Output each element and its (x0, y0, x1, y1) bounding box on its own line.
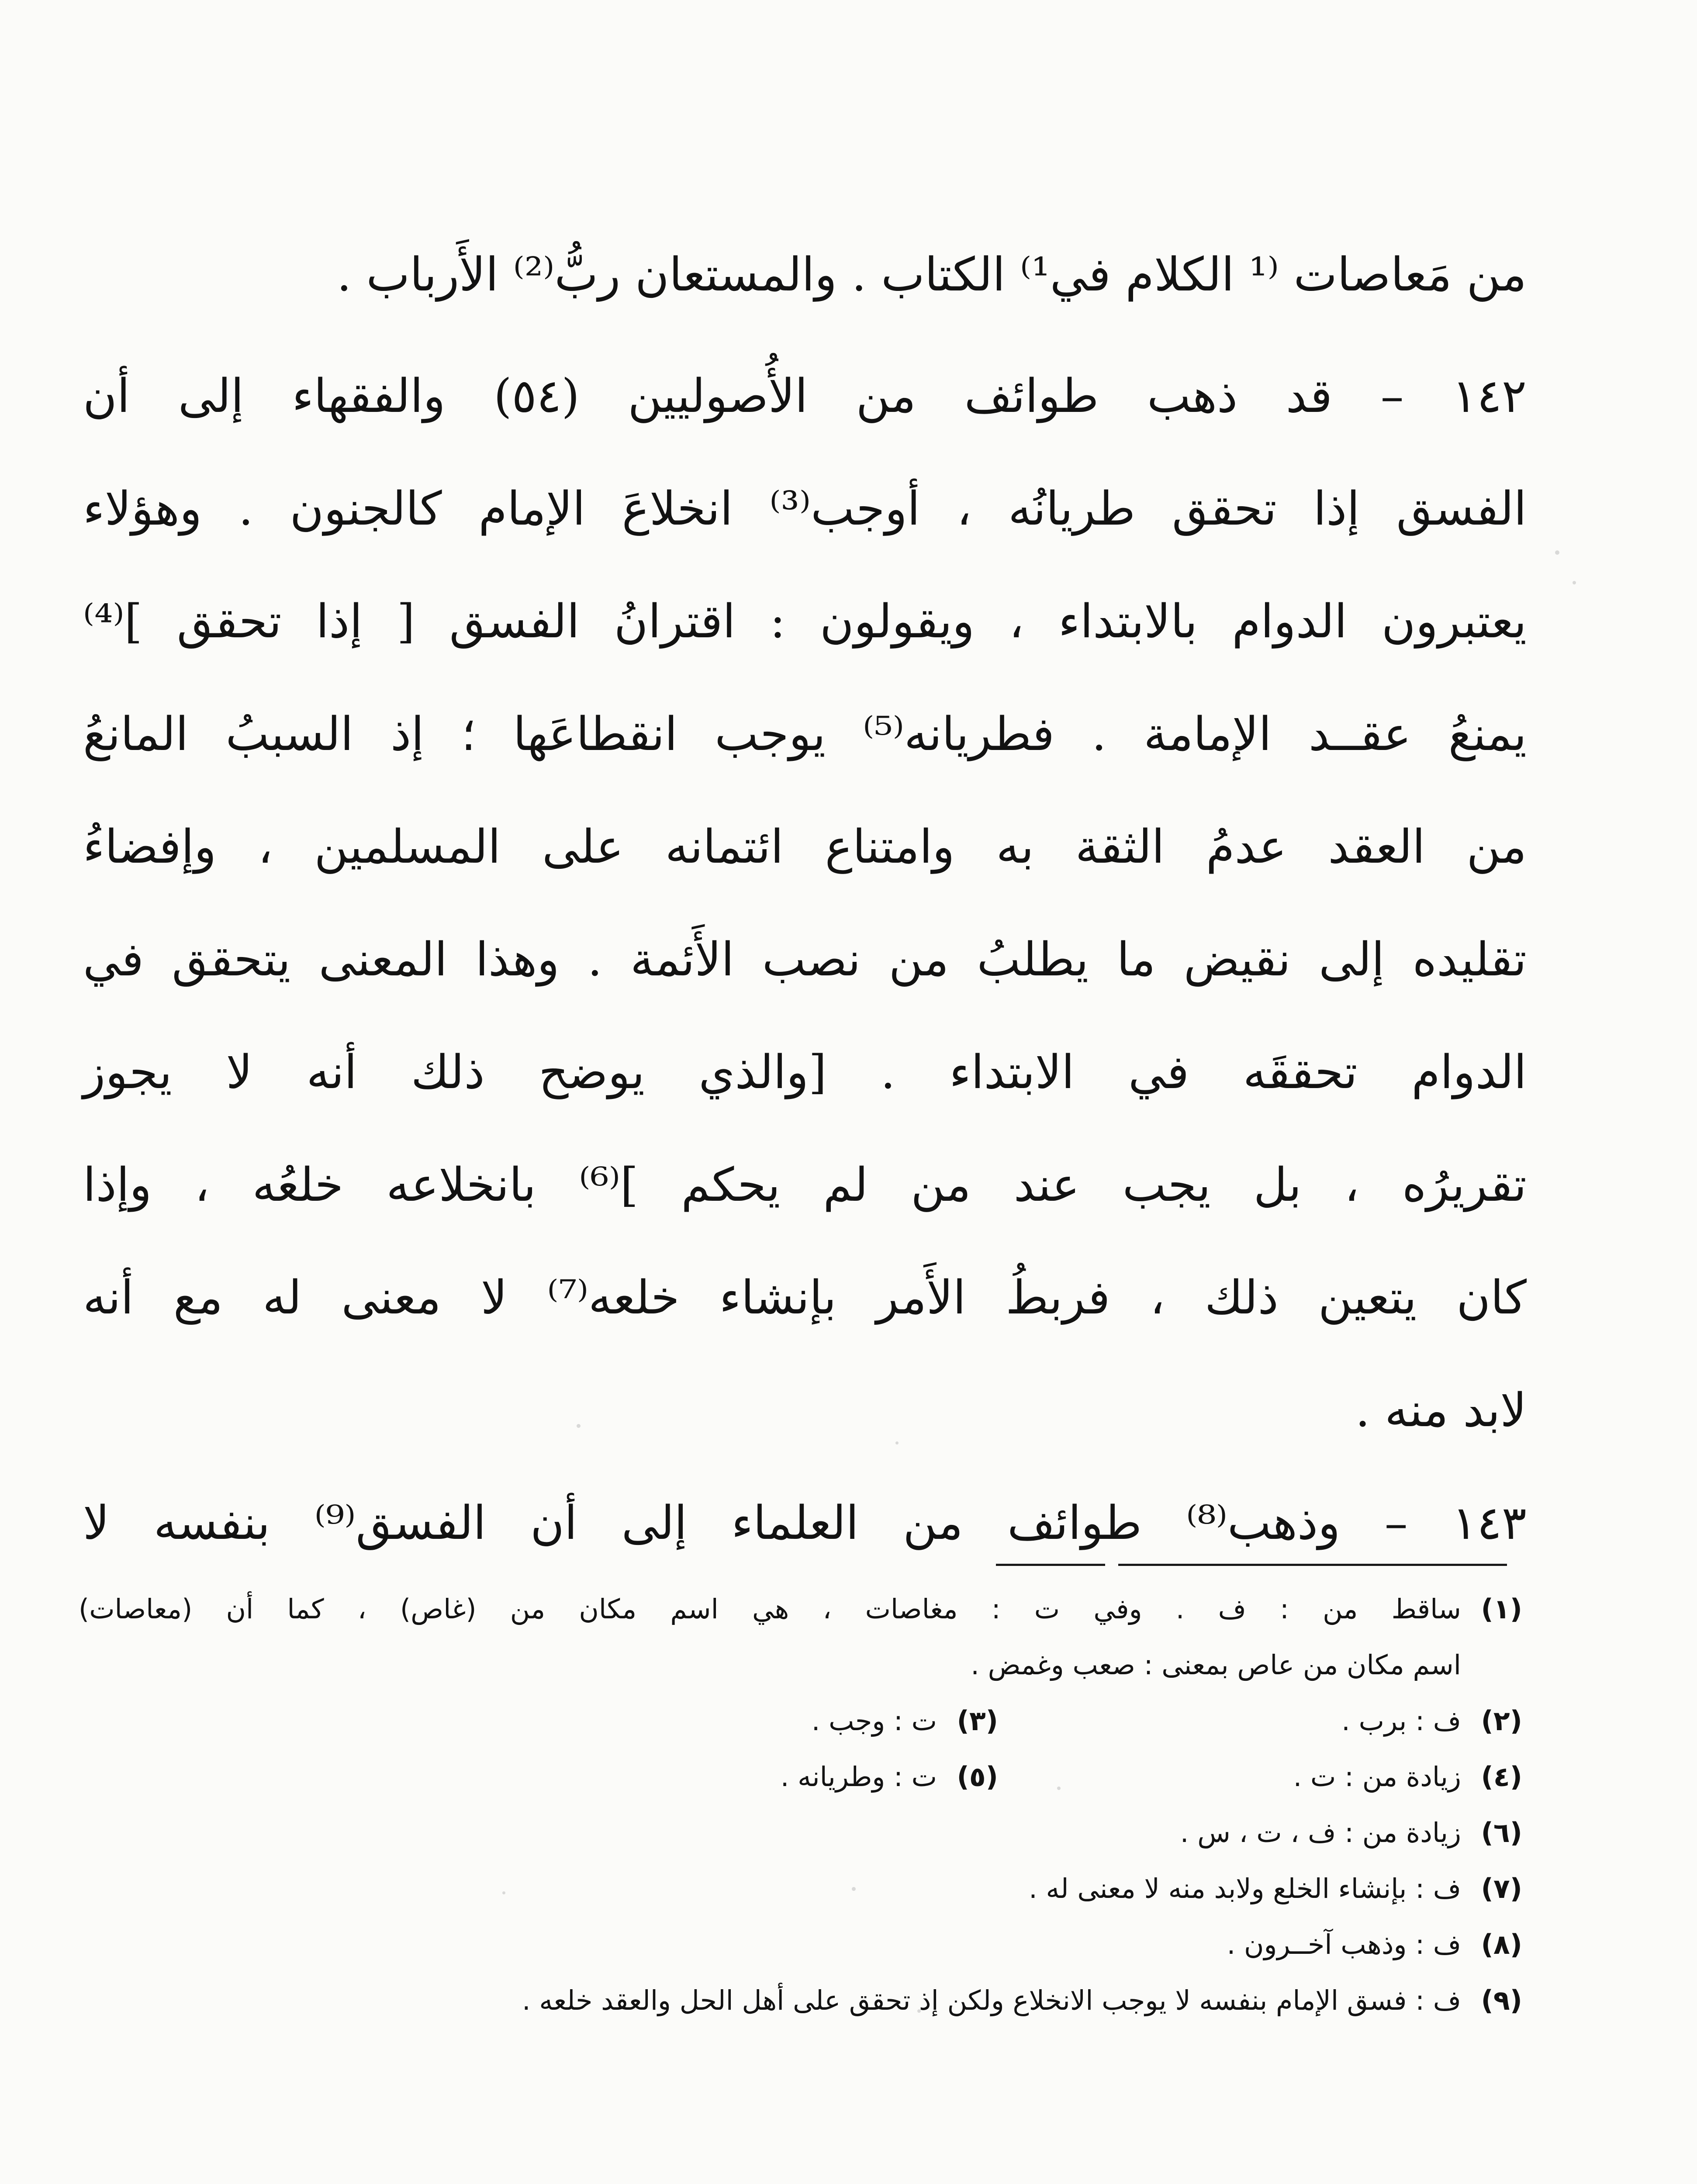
body-line-3: الفسق إذا تحقق طريانُه ، أوجب⁽³⁾ انخلاعَ الإمام كالجنون . وهؤلاء (83, 482, 1527, 536)
footnote-text: زيادة من : ف ، ت ، س . (1180, 1817, 1461, 1849)
footnote-text: ف : وذهب آخــرون . (1227, 1928, 1461, 1960)
footnote-number: (٨) (1481, 1928, 1522, 1960)
footnote-text: ساقط من : ف . وفي ت : مغاصات ، هي اسم مكان من (غاص) ، كما أن (معاصات) (79, 1593, 1461, 1625)
footnote-separator-rule (1118, 1564, 1507, 1566)
footnote-number: (٣) (957, 1705, 998, 1737)
body-line-11: لابد منه . (1355, 1383, 1527, 1437)
body-line-1: من مَعاصات ⁽¹ الكلام في¹⁾ الكتاب . والمستعان ربُّ⁽²⁾ الأَرباب . (337, 248, 1527, 301)
body-line-8: الدوام تحققَه في الابتداء . [والذي يوضح ذلك أنه لا يجوز (83, 1045, 1527, 1099)
main-text-block (83, 218, 1527, 1579)
body-line-10: كان يتعين ذلك ، فربطُ الأَمر بإنشاء خلعه⁽⁷⁾ لا معنى له مع أنه (83, 1271, 1527, 1324)
footnote-9 (79, 1973, 1522, 2028)
footnote-text: زيادة من : ت . (1293, 1761, 1461, 1793)
footnote-3 (812, 1705, 998, 1737)
footnote-text: ت : وجب . (811, 1705, 937, 1737)
footnote-4 (998, 1749, 1522, 1805)
footnote-6 (79, 1805, 1522, 1861)
footnote-text: ف : بإنشاء الخلع ولابد منه لا معنى له . (1029, 1873, 1461, 1904)
footnote-row-2-3 (79, 1693, 1522, 1749)
footnote-number: (٦) (1481, 1817, 1522, 1849)
footnote-8 (79, 1917, 1522, 1973)
footnote-row-4-5 (79, 1749, 1522, 1805)
footnote-2 (998, 1693, 1522, 1749)
body-line-9: تقريرُه ، بل يجب عند من لم يحكم ]⁽⁶⁾ بانخلاعه خلعُه ، وإذا (83, 1158, 1527, 1212)
body-line-12: ١٤٣ – وذهب⁽⁸⁾ طوائف من العلماء إلى أن الفسق⁽⁹⁾ بنفسه لا (83, 1496, 1527, 1550)
footnote-number: (٧) (1481, 1873, 1522, 1904)
footnote-text: ت : وطريانه . (780, 1761, 937, 1793)
footnote-number: (٤) (1481, 1761, 1522, 1793)
footnote-text: ف : فسق الإمام بنفسه لا يوجب الانخلاع ولكن إذ تحقق على أهل الحل والعقد خلعه . (522, 1984, 1461, 2016)
body-line-7: تقليده إلى نقيض ما يطلبُ من نصب الأَئمة . وهذا المعنى يتحقق في (83, 933, 1527, 986)
footnote-text: ف : برب . (1341, 1705, 1461, 1737)
footnotes-block (79, 1581, 1522, 2028)
footnote-number: (٩) (1481, 1984, 1522, 2016)
footnote-number: (١) (1481, 1593, 1522, 1625)
scan-speckle (1573, 581, 1576, 584)
footnote-1-continuation: اسم مكان من عاص بمعنى : صعب وغمض . (971, 1649, 1461, 1681)
body-line-4: يعتبرون الدوام بالابتداء ، ويقولون : اقترانُ الفسق [ إذا تحقق ]⁽⁴⁾ (83, 594, 1527, 648)
footnote-1 (79, 1581, 1522, 1637)
body-line-5: يمنعُ عقــد الإمامة . فطريانه⁽⁵⁾ يوجب انقطاعَها ؛ إذ السببُ المانعُ (83, 707, 1527, 761)
footnote-separator-rule-short (996, 1564, 1105, 1566)
footnote-7 (79, 1861, 1522, 1917)
scan-speckle (1555, 550, 1559, 555)
footnote-number: (٢) (1481, 1705, 1522, 1737)
body-line-6: من العقد عدمُ الثقة به وامتناع ائتمانه على المسلمين ، وإفضاءُ (83, 820, 1527, 874)
footnote-number: (٥) (957, 1761, 998, 1793)
body-line-2: ١٤٢ – قد ذهب طوائف من الأُصوليين (٥٤) والفقهاء إلى أن (83, 369, 1527, 423)
footnote-5 (781, 1761, 998, 1793)
